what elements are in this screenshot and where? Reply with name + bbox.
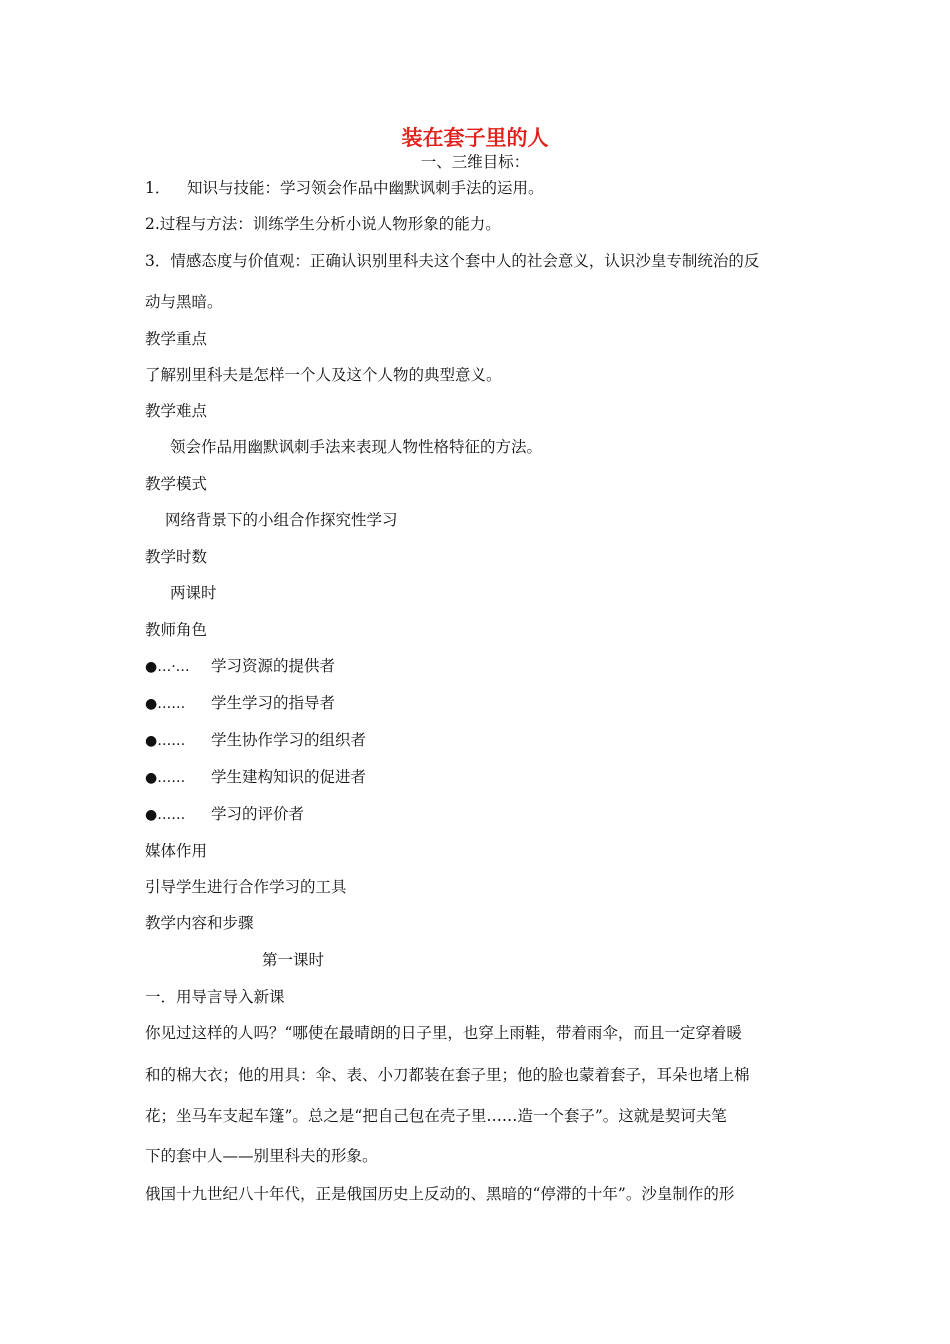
goal-1-text: 知识与技能：学习领会作品中幽默讽刺手法的运用。 [187, 179, 544, 197]
role-item [145, 730, 366, 751]
role-text: 学生协作学习的组织者 [211, 731, 367, 749]
goal-3-line-1: 3．情感态度与价值观：正确认识别里科夫这个套中人的社会意义，认识沙皇专制统治的反 [145, 252, 760, 270]
bullet-marker: ●…… [145, 696, 186, 712]
lesson-1-heading: 第一课时 [262, 951, 325, 969]
focus-text: 了解别里科夫是怎样一个人及这个人物的典型意义。 [145, 366, 502, 384]
media-heading: 媒体作用 [145, 842, 208, 860]
mode-text: 网络背景下的小组合作探究性学习 [165, 511, 398, 529]
hours-heading: 教学时数 [145, 548, 208, 566]
document-title: 装在套子里的人 [401, 126, 549, 150]
role-text: 学习资源的提供者 [211, 657, 336, 675]
media-text: 引导学生进行合作学习的工具 [145, 878, 347, 896]
role-item [145, 693, 335, 714]
goal-1-number: 1． [145, 179, 171, 197]
goal-2: 2.过程与方法：训练学生分析小说人物形象的能力。 [145, 215, 501, 233]
role-text: 学习的评价者 [211, 805, 305, 823]
intro-line: 和的棉大衣；他的用具：伞、表、小刀都装在套子里；他的脸也蒙着套子，耳朵也堵上棉 [145, 1066, 750, 1084]
goals-heading: 一、三维目标： [420, 153, 530, 171]
difficulty-heading: 教学难点 [145, 402, 208, 420]
bullet-marker: ●…… [145, 733, 186, 749]
mode-heading: 教学模式 [145, 475, 208, 493]
bullet-marker: ●…… [145, 770, 186, 786]
intro-line: 花；坐马车支起车篷”。总之是“把自己包在壳子里……造一个套子”。这就是契诃夫笔 [145, 1107, 727, 1125]
role-item [145, 804, 304, 825]
content-heading: 教学内容和步骤 [145, 914, 254, 932]
hours-text: 两课时 [170, 584, 217, 602]
goal-1 [145, 178, 544, 198]
role-text: 学生建构知识的促进者 [211, 768, 367, 786]
goal-3-line-2: 动与黑暗。 [145, 293, 223, 311]
intro-line: 下的套中人——别里科夫的形象。 [145, 1147, 378, 1165]
focus-heading: 教学重点 [145, 330, 208, 348]
intro-line: 你见过这样的人吗？“哪使在最晴朗的日子里，也穿上雨鞋，带着雨伞，而且一定穿着暖 [145, 1024, 742, 1042]
step-1-heading: 一．用导言导入新课 [145, 988, 285, 1006]
bullet-marker: ●…·… [145, 659, 190, 675]
role-item [145, 767, 366, 788]
role-item [145, 656, 335, 677]
bullet-marker: ●…… [145, 807, 186, 823]
role-text: 学生学习的指导者 [211, 694, 336, 712]
difficulty-text: 领会作品用幽默讽刺手法来表现人物性格特征的方法。 [170, 438, 543, 456]
history-line: 俄国十九世纪八十年代，正是俄国历史上反动的、黑暗的“停滞的十年”。沙皇制作的形 [145, 1185, 735, 1203]
roles-heading: 教师角色 [145, 621, 208, 639]
